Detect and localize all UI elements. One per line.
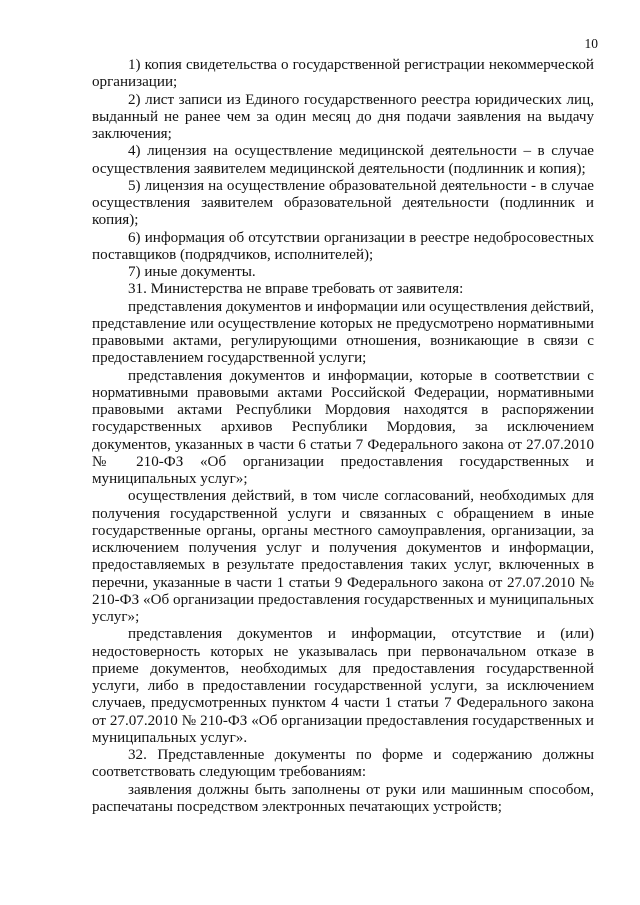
paragraph-clause-32-sub-1: заявления должны быть заполнены от руки или машинным способом, распечатаны посредством электронных печатающих устройств; — [92, 781, 594, 815]
paragraph-item-7: 7) иные документы. — [128, 264, 256, 280]
paragraph-item-6: 6) информация об отсутствии организации в реестре недобросовестных поставщиков (подрядчиков, исполнителей); — [92, 229, 594, 263]
paragraph-clause-31-sub-2: представления документов и информации, которые в соответствии с нормативными правовыми актами Российской Федерации, нормативными правовыми актами Республики Мордовия находятся в распоряжении государственных архивов Республики Мордовия, за исключением документов, указанных в части 6 статьи 7 Федерального закона от 27.07.2010 № 210-ФЗ «Об организации предоставления государственных и муниципальных услуг»; — [92, 367, 594, 487]
page-number: 10 — [584, 36, 598, 51]
paragraph-item-1: 1) копия свидетельства о государственной регистрации некоммерческой организации; — [92, 57, 594, 91]
paragraph-item-2: 2) лист записи из Единого государственного реестра юридических лиц, выданный не ранее чем за один месяц до дня подачи заявления на выдачу заключения; — [92, 91, 594, 142]
paragraph-item-4: 4) лицензия на осуществление медицинской деятельности – в случае осуществления заявителем медицинской деятельности (подлинник и копия); — [92, 143, 594, 177]
paragraph-clause-31-sub-1: представления документов и информации или осуществления действий, представление или осуществление которых не предусмотрено нормативными правовыми актами, регулирующими отношения, возникающие в связи с предоставлением государственной услуги; — [92, 298, 594, 367]
paragraph-clause-32: 32. Представленные документы по форме и содержанию должны соответствовать следующим требованиям: — [92, 747, 594, 781]
page-body — [92, 57, 594, 816]
paragraph-clause-31-sub-4: представления документов и информации, отсутствие и (или) недостоверность которых не указывалась при первоначальном отказе в приеме документов, необходимых для предоставления государственной услуги, либо в предоставлении государственной услуги, за исключением случаев, предусмотренных пунктом 4 части 1 статьи 7 Федерального закона от 27.07.2010 № 210-ФЗ «Об организации предоставления государственных и муниципальных услуг». — [92, 626, 594, 746]
paragraph-item-5: 5) лицензия на осуществление образовательной деятельности - в случае осуществления заявителем образовательной деятельности (подлинник и копия); — [92, 177, 594, 229]
paragraph-clause-31: 31. Министерства не вправе требовать от заявителя: — [128, 281, 464, 298]
paragraph-clause-31-sub-3: осуществления действий, в том числе согласований, необходимых для получения государственной услуги и связанных с обращением в иные государственные органы, органы местного самоуправления, организации, за исключением получения услуг и получения документов и информации, предоставляемых в результате предоставления таких услуг, включенных в перечни, указанные в части 1 статьи 9 Федерального закона от 27.07.2010 № 210-ФЗ «Об организации предоставления государственных и муниципальных услуг»; — [92, 488, 594, 625]
